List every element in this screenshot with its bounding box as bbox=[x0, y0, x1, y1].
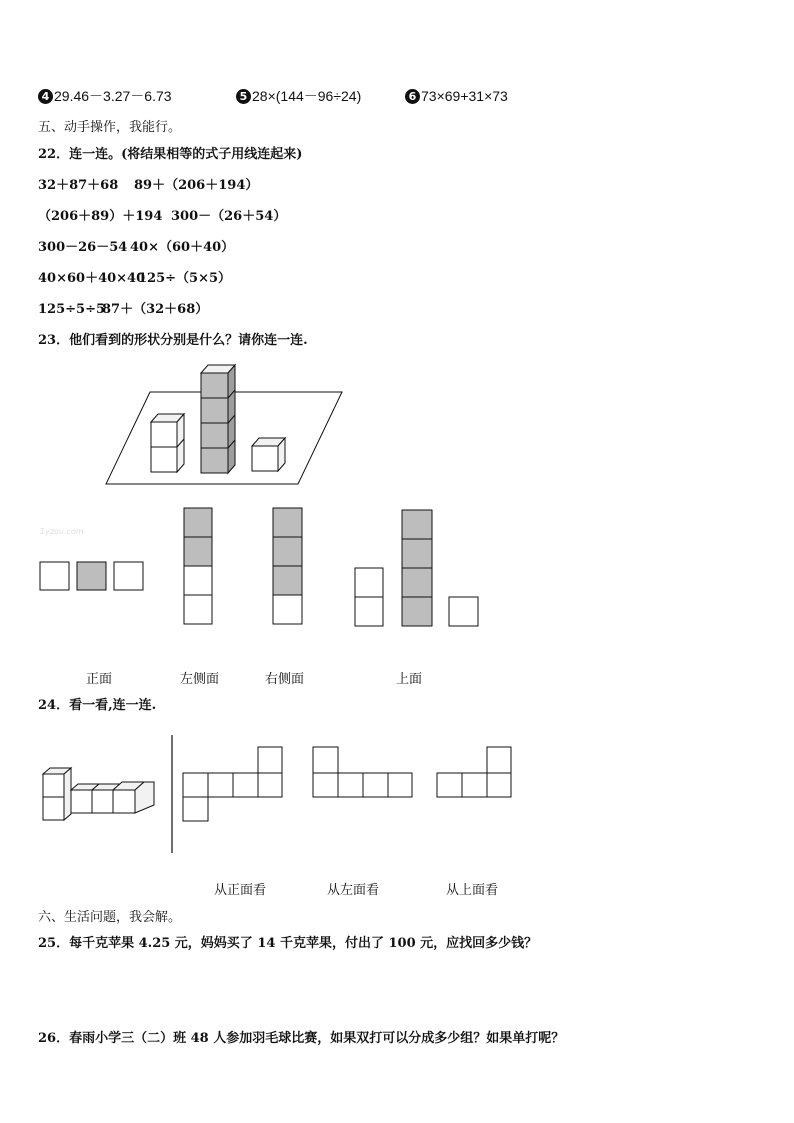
view-label-from-front: 从正面看 bbox=[214, 883, 267, 898]
question-23-title: 23．他们看到的形状分别是什么？请你连一连. bbox=[38, 333, 308, 348]
q23-board-figure bbox=[106, 365, 342, 484]
q23-view-option-row bbox=[40, 562, 143, 590]
q23-view-option-column-a bbox=[184, 508, 212, 624]
section-heading-5: 五、动手操作，我能行。 bbox=[38, 120, 182, 135]
question-22-title: 22．连一连。(将结果相等的式子用线连起来) bbox=[38, 147, 303, 162]
q24-view-option-b bbox=[313, 747, 412, 797]
view-label-left-side: 左侧面 bbox=[180, 672, 220, 687]
view-label-front: 正面 bbox=[86, 672, 113, 687]
q23-view-option-column-b bbox=[273, 508, 302, 624]
question-25: 25．每千克苹果 4.25 元，妈妈买了 14 千克苹果，付出了 100 元，应找回多少钱？ bbox=[38, 936, 538, 951]
match-right-5: 87＋（32＋68） bbox=[102, 302, 209, 317]
match-right-3: 40×（60＋40） bbox=[130, 240, 235, 255]
cube-stack-left bbox=[151, 414, 184, 472]
circled-number: 4 bbox=[38, 89, 53, 104]
match-left-3: 300－26－54 bbox=[38, 240, 128, 255]
match-right-2: 300－（26＋54） bbox=[171, 209, 287, 224]
match-left-5: 125÷5÷5 bbox=[38, 302, 106, 317]
q24-cube-figure bbox=[43, 768, 154, 820]
q24-view-option-a bbox=[183, 747, 282, 821]
match-right-1: 89＋（206＋194） bbox=[134, 178, 259, 193]
view-label-right-side: 右侧面 bbox=[265, 672, 305, 687]
section-heading-6: 六、生活问题，我会解。 bbox=[38, 910, 182, 925]
calc-expression: 73×69+31×73 bbox=[421, 88, 508, 104]
calc-expression: 29.46－3.27－6.73 bbox=[54, 88, 172, 104]
cube-single-right bbox=[252, 438, 285, 471]
view-label-top: 上面 bbox=[396, 672, 423, 687]
cube-stack-center bbox=[201, 365, 235, 473]
question-24-title: 24．看一看,连一连. bbox=[38, 698, 157, 713]
match-left-4: 40×60＋40×40 bbox=[38, 271, 146, 286]
view-label-from-top: 从上面看 bbox=[446, 883, 499, 898]
watermark-text: 1yzou.com bbox=[40, 527, 84, 536]
match-left-2: （206＋89）＋194 bbox=[38, 209, 163, 224]
calc-expression: 28×(144－96÷24) bbox=[252, 88, 362, 104]
question-26: 26．春雨小学三（二）班 48 人参加羽毛球比赛，如果双打可以分成多少组？如果单打呢？ bbox=[38, 1031, 565, 1046]
circled-number: 5 bbox=[236, 89, 251, 104]
q23-view-option-top bbox=[355, 510, 478, 626]
match-right-4: 125÷（5×5） bbox=[138, 271, 232, 286]
circled-number: 6 bbox=[405, 89, 420, 104]
match-left-1: 32＋87＋68 bbox=[38, 178, 119, 193]
q24-view-option-c bbox=[437, 747, 511, 797]
view-label-from-left: 从左面看 bbox=[327, 883, 380, 898]
